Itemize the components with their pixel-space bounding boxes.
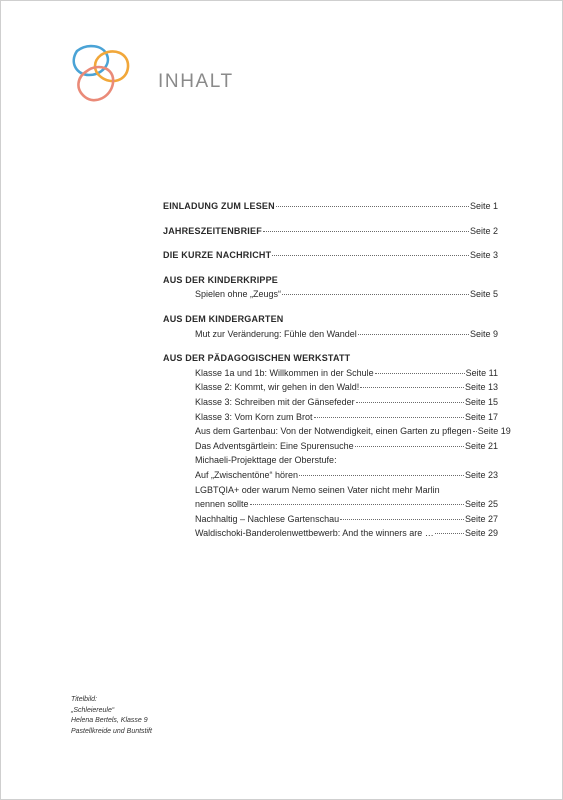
toc-entry-label: Aus dem Gartenbau: Von der Notwendigkeit, einen Garten zu pflegen: [195, 426, 472, 437]
toc-entry-klasse-1[interactable]: [163, 366, 498, 381]
toc-entry-lgbt-title: LGBTQIA+ oder warum Nemo seinen Vater nicht mehr Marlin: [195, 484, 440, 495]
toc-entry-label: JAHRESZEITENBRIEF: [163, 225, 262, 236]
dot-leader: [250, 504, 464, 505]
toc-entry-label: Klasse 2: Kommt, wir gehen in den Wald!: [195, 382, 360, 393]
toc-entry-page: Seite 19: [477, 426, 511, 437]
section-heading-werkstatt: AUS DER PÄDAGOGISCHEN WERKSTATT: [163, 353, 351, 364]
toc-entry-label: Waldischoki-Banderolenwettbewerb: And the winners are …: [195, 528, 434, 539]
cover-image-caption: [71, 695, 152, 737]
toc-entry-page: Seite 2: [469, 225, 498, 236]
toc-entry-page: Seite 3: [469, 250, 498, 261]
toc-entry-label: Mut zur Veränderung: Fühle den Wandel: [195, 328, 357, 339]
rings-logo-icon: [69, 43, 131, 105]
toc-entry-page: Seite 27: [464, 513, 498, 524]
toc-entry-lgbt[interactable]: [163, 497, 498, 512]
toc-entry-nachricht[interactable]: [163, 248, 498, 263]
dot-leader: [375, 373, 465, 374]
dot-leader: [340, 519, 464, 520]
caption-label: Titelbild:: [71, 696, 98, 703]
toc-entry-page: Seite 29: [464, 528, 498, 539]
caption-artist: Helena Bertels, Klasse 9: [71, 717, 148, 724]
toc-entry-mut[interactable]: [163, 327, 498, 342]
dot-leader: [356, 402, 464, 403]
toc-entry-page: Seite 1: [469, 201, 498, 211]
toc-entry-label: DIE KURZE NACHRICHT: [163, 250, 272, 261]
toc-entry-spielen[interactable]: [163, 287, 498, 302]
toc-entry-page: Seite 23: [464, 469, 498, 480]
dot-leader: [276, 206, 469, 207]
toc-entry-label: Klasse 3: Vom Korn zum Brot: [195, 411, 313, 422]
toc-entry-jahreszeitenbrief[interactable]: [163, 224, 498, 239]
dot-leader: [360, 387, 464, 388]
dot-leader: [355, 446, 464, 447]
toc-entry-page: Seite 25: [464, 499, 498, 510]
toc-entry-waldischoki[interactable]: [163, 526, 498, 541]
dot-leader: [314, 417, 464, 418]
toc-entry-klasse-2[interactable]: [163, 380, 498, 395]
toc-entry-page: Seite 9: [469, 328, 498, 339]
logo-ring-blue: [74, 46, 108, 75]
toc-entry-page: Seite 13: [464, 382, 498, 393]
section-heading-kindergarten: AUS DEM KINDERGARTEN: [163, 313, 284, 324]
toc-entry-michaeli-title: Michaeli-Projekttage der Oberstufe:: [195, 455, 337, 466]
toc-entry-label: Klasse 1a und 1b: Willkommen in der Schule: [195, 367, 374, 378]
dot-leader: [272, 255, 469, 256]
toc-entry-label: nennen sollte: [195, 499, 249, 510]
toc-entry-page: Seite 11: [465, 367, 498, 378]
dot-leader: [435, 533, 464, 534]
dot-leader: [358, 334, 469, 335]
toc-entry-klasse-3-feder[interactable]: [163, 395, 498, 410]
toc-entry-einladung[interactable]: [163, 199, 498, 214]
toc-entry-page: Seite 15: [464, 396, 498, 407]
toc-entry-page: Seite 17: [464, 411, 498, 422]
toc-entry-page: Seite 21: [464, 440, 498, 451]
caption-artwork-title: „Schleiereule“: [71, 706, 115, 714]
toc-entry-label: EINLADUNG ZUM LESEN: [163, 201, 275, 211]
dot-leader: [299, 475, 464, 476]
toc-entry-label: Nachhaltig – Nachlese Gartenschau: [195, 513, 340, 524]
dot-leader: [282, 294, 469, 295]
page-title: INHALT: [158, 71, 234, 92]
toc-entry-michaeli[interactable]: [163, 468, 498, 483]
dot-leader: [473, 431, 477, 432]
toc-entry-label: Das Adventsgärtlein: Eine Spurensuche: [195, 440, 354, 451]
toc-entry-adventsgaertlein[interactable]: [163, 439, 498, 454]
section-heading-kinderkrippe: AUS DER KINDERKRIPPE: [163, 274, 279, 285]
table-of-contents: [163, 199, 511, 541]
toc-entry-label: Spielen ohne „Zeugs“: [195, 289, 282, 300]
toc-entry-label: Auf „Zwischentöne“ hören: [195, 469, 299, 480]
toc-entry-klasse-3-brot[interactable]: [163, 410, 498, 425]
caption-medium: Pastellkreide und Buntstift: [71, 727, 152, 735]
dot-leader: [263, 231, 469, 232]
toc-entry-page: Seite 5: [469, 289, 498, 300]
toc-entry-label: Klasse 3: Schreiben mit der Gänsefeder: [195, 396, 355, 407]
toc-entry-nachhaltig[interactable]: [163, 512, 498, 527]
toc-entry-gartenbau[interactable]: [163, 424, 511, 439]
